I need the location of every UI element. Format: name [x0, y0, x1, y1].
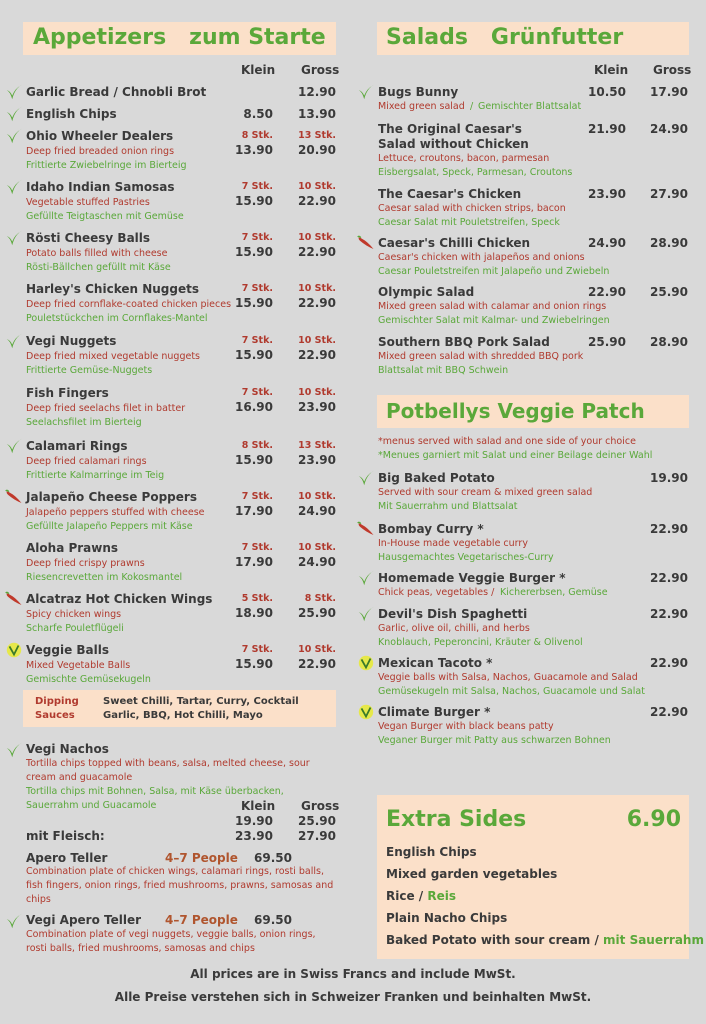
salad-desc: Caesar salad with chicken strips, bacon	[378, 203, 566, 214]
appetizer-desc: Deep fried seelachs filet in batter	[26, 403, 186, 414]
appetizer-price-small: 13.90	[235, 143, 273, 157]
veggie-desc-de: Veganer Burger mit Patty aus schwarzen Bohnen	[378, 735, 611, 746]
leaf-icon	[5, 437, 23, 455]
appetizer-price-small: 17.90	[235, 555, 273, 569]
leaf-icon	[5, 105, 23, 123]
side-item	[386, 933, 704, 947]
veggie-desc: Garlic, olive oil, chilli, and herbs	[378, 623, 530, 634]
salad-desc: Mixed green salad with calamar and onion rings	[378, 301, 607, 312]
appetizer-price-large: 24.90	[298, 504, 336, 518]
appetizer-name: Harley's Chicken Nuggets	[26, 282, 200, 296]
appetizer-name: Calamari Rings	[26, 439, 128, 453]
veggie-name: Bombay Curry *	[378, 522, 484, 536]
appetizer-name: Alcatraz Hot Chicken Wings	[26, 592, 213, 606]
veggie-desc-de: Gemüsekugeln mit Salsa, Nachos, Guacamole und Salat	[378, 686, 645, 697]
appetizer-price-small: 15.90	[235, 348, 273, 362]
appetizer-name: Rösti Cheesy Balls	[26, 231, 151, 245]
dipping-label: Dipping	[35, 696, 79, 707]
extra-sides-title: Extra Sides	[386, 807, 527, 832]
vegan-icon	[357, 654, 375, 672]
veggie-desc: Chick peas, vegetables /	[378, 587, 495, 598]
appetizers-banner	[23, 22, 336, 55]
salad-desc-de: Caesar Salat mit Pouletstreifen, Speck	[378, 217, 560, 228]
salad-desc: Mixed green salad	[378, 101, 465, 112]
veggie-price: 22.90	[650, 656, 688, 670]
appetizers-col-small: Klein	[241, 63, 276, 77]
leaf-icon	[5, 332, 23, 350]
salad-price-small: 23.90	[588, 187, 626, 201]
nachos-small-price: 19.90	[235, 814, 273, 828]
chili-icon	[5, 488, 23, 506]
appetizer-pieces-small: 7 Stk.	[241, 491, 273, 502]
salad-name: The Caesar's Chicken	[378, 187, 522, 201]
salad-desc: Mixed green salad with shredded BBQ pork	[378, 351, 584, 362]
veggie-name: Big Baked Potato	[378, 471, 495, 485]
side-item	[386, 889, 456, 903]
salad-desc-de: Blattsalat mit BBQ Schwein	[378, 365, 509, 376]
leaf-icon	[357, 569, 375, 587]
appetizer-pieces-small: 7 Stk.	[241, 283, 273, 294]
leaf-icon	[5, 229, 23, 247]
appetizer-pieces-small: 7 Stk.	[241, 232, 273, 243]
appetizer-desc-de: Scharfe Pouletflügeli	[26, 623, 124, 634]
nachos-meat-large-price: 27.90	[298, 829, 336, 843]
appetizer-name: Idaho Indian Samosas	[26, 180, 175, 194]
veggie-name: Mexican Tacoto *	[378, 656, 493, 670]
salad-name: The Original Caesar's Salad without Chicken	[378, 122, 529, 151]
appetizer-pieces-large: 13 Stk.	[298, 440, 336, 451]
apero-teller-desc: Combination plate of chicken wings, calamari rings, rosti balls, fish fingers, onion rings, fried mushrooms, prawns, samosas and chips	[26, 866, 334, 905]
appetizer-desc-de: Frittierte Gemüse-Nuggets	[26, 365, 153, 376]
appetizer-pieces-small: 7 Stk.	[241, 181, 273, 192]
salad-desc: Caesar's chicken with jalapeños and onions	[378, 252, 585, 263]
nachos-meat-label: mit Fleisch:	[26, 829, 105, 843]
veggie-desc: Vegan Burger with black beans patty	[378, 721, 554, 732]
appetizer-desc-de: Pouletstückchen im Cornflakes-Mantel	[26, 313, 208, 324]
veggie-name: Homemade Veggie Burger *	[378, 571, 566, 585]
appetizer-name: Veggie Balls	[26, 643, 109, 657]
salad-price-small: 10.50	[588, 85, 626, 99]
salad-desc-de: Eisbergsalat, Speck, Parmesan, Croutons	[378, 167, 573, 178]
appetizer-name: Garlic Bread / Chnobli Brot	[26, 85, 207, 99]
vegi-apero-teller-desc: Combination plate of vegi nuggets, veggie balls, onion rings, rosti balls, fried mushrooms, samosas and chips	[26, 929, 316, 954]
side-item-de: Reis	[427, 889, 456, 903]
appetizer-desc-de: Gemischte Gemüsekugeln	[26, 674, 151, 685]
salad-name: Caesar's Chilli Chicken	[378, 236, 531, 250]
appetizer-name: Fish Fingers	[26, 386, 109, 400]
veggie-desc: In-House made vegetable curry	[378, 538, 528, 549]
appetizer-pieces-small: 7 Stk.	[241, 335, 273, 346]
appetizer-pieces-small: 8 Stk.	[241, 130, 273, 141]
appetizer-desc: Deep fried cornflake-coated chicken pieces	[26, 299, 232, 310]
veggie-name: Climate Burger *	[378, 705, 491, 719]
appetizer-price-small: 16.90	[235, 400, 273, 414]
veggie-price: 22.90	[650, 607, 688, 621]
salad-name: Olympic Salad	[378, 285, 475, 299]
salad-price-large: 24.90	[650, 122, 688, 136]
appetizer-desc: Jalapeño peppers stuffed with cheese	[26, 507, 205, 518]
footer-line-de: Alle Preise verstehen sich in Schweizer Franken und beinhalten MwSt.	[114, 990, 592, 1004]
leaf-icon	[5, 83, 23, 101]
appetizer-price-small: 15.90	[235, 245, 273, 259]
veggie-desc-de: Knoblauch, Peperoncini, Kräuter & Olivenol	[378, 637, 583, 648]
appetizer-name: Jalapeño Cheese Poppers	[26, 490, 197, 504]
appetizer-pieces-small: 5 Stk.	[241, 593, 273, 604]
vegan-icon	[357, 703, 375, 721]
appetizer-pieces-small: 7 Stk.	[241, 387, 273, 398]
appetizer-desc: Deep fried mixed vegetable nuggets	[26, 351, 201, 362]
appetizers-col-large: Gross	[301, 63, 340, 77]
appetizer-price-large: 22.90	[298, 657, 336, 671]
apero-teller-people: 4–7 People	[165, 851, 238, 865]
veggie-price: 22.90	[650, 571, 688, 585]
vegi-apero-teller-price: 69.50	[254, 913, 292, 927]
vegi-nachos-desc: Tortilla chips topped with beans, salsa, melted cheese, sour cream and guacamole	[26, 758, 310, 783]
salad-price-small: 21.90	[588, 122, 626, 136]
appetizer-price-small: 18.90	[235, 606, 273, 620]
extra-sides-price: 6.90	[626, 807, 681, 832]
appetizer-price-large: 22.90	[298, 296, 336, 310]
vegi-apero-teller-people: 4–7 People	[165, 913, 238, 927]
appetizer-name: Vegi Nuggets	[26, 334, 117, 348]
side-item-en: Baked Potato with sour cream /	[386, 933, 604, 947]
vegan-icon	[5, 641, 23, 659]
salad-desc: Lettuce, croutons, bacon, parmesan	[378, 153, 550, 164]
appetizer-price-large: 22.90	[298, 245, 336, 259]
appetizer-pieces-large: 10 Stk.	[298, 387, 336, 398]
side-item-en: Plain Nacho Chips	[386, 911, 508, 925]
appetizer-desc-de: Frittierte Kalmarringe im Teig	[26, 470, 165, 481]
vegi-nachos-name: Vegi Nachos	[26, 742, 109, 756]
appetizer-price-large: 20.90	[298, 143, 336, 157]
appetizer-desc-de: Riesencrevetten im Kokosmantel	[26, 572, 183, 583]
veggie-price: 22.90	[650, 522, 688, 536]
nachos-col-small: Klein	[241, 799, 276, 813]
appetizer-desc-de: Gefüllte Jalapeño Peppers mit Käse	[26, 521, 193, 532]
appetizer-price-large: 22.90	[298, 194, 336, 208]
leaf-icon	[5, 127, 23, 145]
nachos-large-price: 25.90	[298, 814, 336, 828]
appetizer-pieces-large: 13 Stk.	[298, 130, 336, 141]
appetizer-pieces-large: 10 Stk.	[298, 283, 336, 294]
side-item	[386, 911, 507, 925]
appetizer-desc-de: Frittierte Zwiebelringe im Bierteig	[26, 160, 187, 171]
side-item-en: Rice /	[386, 889, 428, 903]
appetizer-desc-de: Rösti-Bällchen gefüllt mit Käse	[26, 262, 171, 273]
veggie-banner	[377, 395, 689, 428]
appetizer-price-small: 17.90	[235, 504, 273, 518]
appetizers-title: Appetizers zum Starte	[33, 25, 326, 50]
salads-col-small: Klein	[594, 63, 629, 77]
veggie-desc-de: Mit Sauerrahm und Blattsalat	[378, 501, 518, 512]
appetizer-price-small: 15.90	[235, 194, 273, 208]
salad-price-large: 27.90	[650, 187, 688, 201]
nachos-meat-small-price: 23.90	[235, 829, 273, 843]
salad-desc-de: Gemischter Salat mit Kalmar- und Zwiebelringen	[378, 315, 610, 326]
appetizer-name: Aloha Prawns	[26, 541, 119, 555]
veggie-desc-de: Hausgemachtes Vegetarisches-Curry	[378, 552, 554, 563]
veggie-desc: Veggie balls with Salsa, Nachos, Guacamole and Salad	[378, 672, 638, 683]
appetizer-pieces-small: 8 Stk.	[241, 440, 273, 451]
salad-price-large: 28.90	[650, 335, 688, 349]
appetizer-name: Ohio Wheeler Dealers	[26, 129, 174, 143]
leaf-icon	[5, 912, 23, 930]
appetizer-price-large: 25.90	[298, 606, 336, 620]
appetizer-desc: Vegetable stuffed Pastries	[26, 197, 150, 208]
appetizer-desc: Potato balls filled with cheese	[26, 248, 168, 259]
appetizer-price-small: 15.90	[235, 657, 273, 671]
vegi-nachos-de: Tortilla chips mit Bohnen, Salsa, mit Käse überbacken, Sauerrahm und Guacamole	[26, 786, 284, 811]
leaf-icon	[357, 83, 375, 101]
dipping-sauces-box	[23, 690, 336, 727]
vegi-apero-teller-name: Vegi Apero Teller	[26, 913, 142, 927]
apero-teller-name: Apero Teller	[26, 851, 108, 865]
salad-price-small: 25.90	[588, 335, 626, 349]
appetizer-pieces-large: 10 Stk.	[298, 491, 336, 502]
salads-banner	[377, 22, 689, 55]
appetizer-pieces-large: 10 Stk.	[298, 335, 336, 346]
salad-desc-de: Caesar Pouletstreifen mit Jalapeño und Zwiebeln	[378, 266, 610, 277]
side-item-en: Mixed garden vegetables	[386, 867, 558, 881]
side-item-de: mit Sauerrahm	[603, 933, 704, 947]
appetizer-pieces-small: 7 Stk.	[241, 542, 273, 553]
salad-desc-separator: /	[470, 101, 474, 112]
veggie-name: Devil's Dish Spaghetti	[378, 607, 528, 621]
extra-sides-box	[377, 795, 704, 959]
veggie-price: 19.90	[650, 471, 688, 485]
appetizer-desc: Deep fried crispy prawns	[26, 558, 145, 569]
appetizer-desc-de: Gefüllte Teigtaschen mit Gemüse	[26, 211, 184, 222]
veggie-price: 22.90	[650, 705, 688, 719]
salads-col-large: Gross	[653, 63, 692, 77]
salad-price-large: 25.90	[650, 285, 688, 299]
veggie-desc-de: Kichererbsen, Gemüse	[500, 587, 608, 598]
leaf-icon	[357, 605, 375, 623]
appetizer-pieces-large: 10 Stk.	[298, 644, 336, 655]
salad-name: Bugs Bunny	[378, 85, 459, 99]
salad-price-large: 17.90	[650, 85, 688, 99]
appetizer-price-large: 13.90	[298, 107, 336, 121]
nachos-col-large: Gross	[301, 799, 340, 813]
appetizer-price-small: 15.90	[235, 453, 273, 467]
salad-name: Southern BBQ Pork Salad	[378, 335, 550, 349]
appetizer-price-large: 23.90	[298, 400, 336, 414]
appetizer-desc-de: Seelachsfilet im Bierteig	[26, 417, 142, 428]
veggie-desc: Served with sour cream & mixed green salad	[378, 487, 593, 498]
appetizer-pieces-large: 8 Stk.	[304, 593, 336, 604]
side-item-en: English Chips	[386, 845, 477, 859]
veggie-note-de: *Menues garniert mit Salat und einer Beilage deiner Wahl	[378, 450, 653, 461]
sauces-label: Sauces	[35, 710, 75, 721]
chili-icon	[357, 520, 375, 538]
chili-icon	[357, 234, 375, 252]
footer-line-en: All prices are in Swiss Francs and include MwSt.	[190, 967, 516, 981]
salad-price-small: 24.90	[588, 236, 626, 250]
appetizer-desc: Spicy chicken wings	[26, 609, 122, 620]
appetizer-price-large: 22.90	[298, 348, 336, 362]
veggie-note-en: *menus served with salad and one side of your choice	[378, 436, 636, 447]
dipping-line-1: Sweet Chilli, Tartar, Curry, Cocktail	[103, 696, 299, 707]
chili-icon	[5, 590, 23, 608]
appetizer-price-large: 12.90	[298, 85, 336, 99]
appetizer-price-large: 23.90	[298, 453, 336, 467]
apero-teller-price: 69.50	[254, 851, 292, 865]
leaf-icon	[5, 741, 23, 759]
leaf-icon	[5, 178, 23, 196]
salad-price-small: 22.90	[588, 285, 626, 299]
salads-title: Salads Grünfutter	[386, 25, 624, 50]
dipping-line-2: Garlic, BBQ, Hot Chilli, Mayo	[103, 710, 263, 721]
appetizer-pieces-large: 10 Stk.	[298, 181, 336, 192]
side-item	[386, 867, 557, 881]
appetizer-desc: Mixed Vegetable Balls	[26, 660, 131, 671]
appetizer-desc: Deep fried breaded onion rings	[26, 146, 175, 157]
appetizer-price-large: 24.90	[298, 555, 336, 569]
appetizer-pieces-small: 7 Stk.	[241, 644, 273, 655]
salad-price-large: 28.90	[650, 236, 688, 250]
side-item	[386, 845, 477, 859]
appetizer-desc: Deep fried calamari rings	[26, 456, 147, 467]
leaf-icon	[357, 469, 375, 487]
appetizer-name: English Chips	[26, 107, 117, 121]
veggie-title: Potbellys Veggie Patch	[386, 399, 645, 423]
appetizer-price-small: 8.50	[243, 107, 273, 121]
appetizer-pieces-large: 10 Stk.	[298, 542, 336, 553]
appetizer-pieces-large: 10 Stk.	[298, 232, 336, 243]
salad-desc-de: Gemischter Blattsalat	[478, 101, 582, 112]
appetizer-price-small: 15.90	[235, 296, 273, 310]
